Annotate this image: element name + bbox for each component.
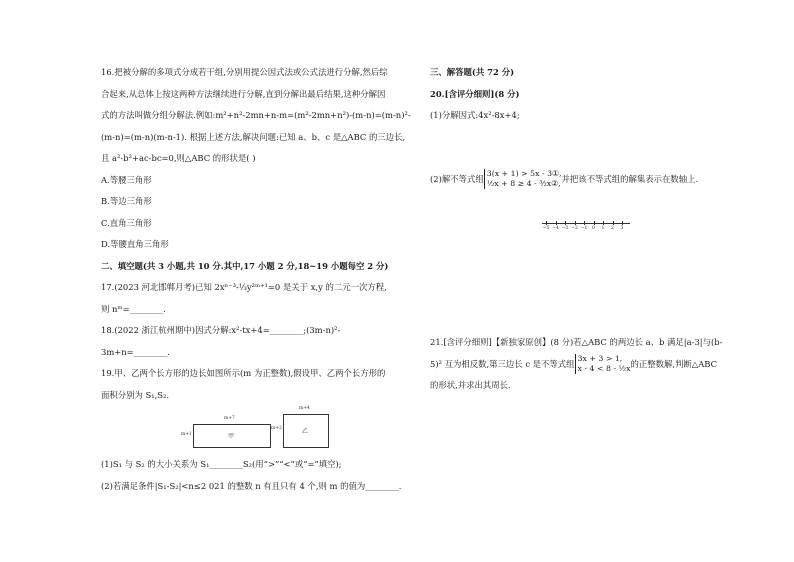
rect-yi-name: 乙 — [302, 428, 309, 435]
q20-inequality-system — [484, 169, 562, 189]
q18-line1: 18.(2022 浙江杭州期中)因式分解:x²-tx+4=________;(3m-n)²- — [101, 325, 341, 335]
q17-line2: 则 nᵐ=________. — [101, 303, 166, 314]
q20-part1: (1)分解因式:4x²-8x+4; — [430, 110, 520, 120]
q18-line2: 3m+n=________. — [101, 346, 170, 357]
q21-inequality-system — [575, 354, 631, 374]
rect-jia-top-label: m+7 — [224, 416, 235, 421]
q17-line1: 17.(2023 河北邯郸月考)已知 2xⁿ⁻³-⅓y²ᵐ⁺¹=0 是关于 x,y 的二元一次方程, — [101, 282, 387, 292]
number-line-tick — [565, 221, 566, 225]
number-line-tick — [603, 221, 604, 225]
q19-part1: (1)S₁ 与 S₂ 的大小关系为 S₁________S₂(用“>”“<”或“=”填空); — [101, 459, 342, 469]
q20-part2-suffix: 并把该不等式组的解集表示在数轴上. — [561, 173, 699, 184]
q16-option-c: C.直角三角形 — [101, 217, 152, 228]
number-line-tick — [575, 221, 576, 225]
number-line-tick — [622, 221, 623, 225]
section-3-heading: 三、解答题(共 72 分) — [430, 67, 515, 77]
number-line-tick-label: 3 — [620, 226, 624, 231]
number-line-tick-label: −5 — [542, 226, 550, 231]
q19-line2: 面积分别为 S₁,S₂. — [101, 389, 170, 400]
number-line-tick — [546, 221, 547, 225]
section-2-heading: 二、填空题(共 3 小题,共 10 分.其中,17 小题 2 分,18~19 小题每空 2 分) — [101, 260, 389, 271]
q16-line4: (m-n)=(m-n)(m-n-1). 根据上述方法,解决问题:已知 a、b、c 是△ABC 的三边长, — [101, 131, 406, 142]
q19-line1: 19.甲、乙两个长方形的边长如图所示(m 为正整数),假设甲、乙两个长方形的 — [101, 368, 386, 378]
q20-part2-prefix: (2)解不等式组 — [430, 173, 484, 184]
rect-yi-side-label: m+2 — [271, 426, 282, 431]
rect-jia-side-label: m+1 — [181, 432, 192, 437]
number-line-tick-label: −4 — [552, 226, 559, 231]
q20-head: 20.[含评分细则](8 分) — [430, 88, 520, 99]
q19-figure — [101, 406, 421, 454]
number-line-tick-label: −2 — [571, 226, 578, 231]
q16-option-a: A.等腰三角形 — [101, 174, 152, 185]
q21-sys-line1: 3x + 3 > 1, — [577, 354, 623, 363]
q20-part2 — [430, 169, 760, 191]
q19-part2: (2)若满足条件|S₁-S₂|<n≤2 021 的整数 n 有且只有 4 个,则 m 的值为________. — [101, 480, 402, 491]
q20-sys-line1: 3(x + 1) > 5x - 3①, — [486, 169, 562, 178]
number-line-tick-label: 0 — [592, 226, 595, 231]
q16-line3: 式的方法叫做分组分解法.例如:m²+n²-2mn+n-m=(m²-2mn+n²)-(m-n)=(m-n)²- — [101, 110, 411, 120]
q21-line2 — [430, 354, 760, 376]
number-line-tick — [556, 221, 557, 225]
rect-jia-name: 甲 — [228, 433, 235, 440]
rect-yi-top-label: m+4 — [299, 406, 310, 411]
q21-line3: 的形状,并求出其周长. — [430, 380, 511, 390]
q16-line2: 合起来,从总体上按这两种方法继续进行分解,直到分解出最后结果,这种分解因 — [101, 88, 386, 99]
q21-sys-line2: x - 4 < 8 - ½x — [577, 364, 631, 373]
q16-line5: 且 a²-b²+ac-bc=0,则△ABC 的形状是( ) — [101, 153, 256, 163]
number-line-tick — [584, 221, 585, 225]
q16-option-b: B.等边三角形 — [101, 196, 152, 206]
q21-line2-suffix: 的正整数解,判断△ABC — [630, 358, 717, 369]
number-line-tick-label: −1 — [580, 226, 588, 231]
number-line — [542, 220, 630, 234]
number-line-tick-label: 1 — [601, 226, 605, 231]
number-line-tick-label: 2 — [611, 226, 614, 231]
q16-line1: 16.把被分解的多项式分成若干组,分别用提公因式法或公式法进行分解,然后综 — [101, 67, 388, 77]
q21-line1: 21.[含评分细则]【新独家原创】(8 分)若△ABC 的两边长 a、b 满足|a-3|与(b- — [430, 337, 723, 347]
number-line-tick — [594, 221, 595, 225]
q16-option-d: D.等腰直角三角形 — [101, 239, 169, 249]
number-line-tick-label: −3 — [561, 226, 569, 231]
number-line-tick — [613, 221, 614, 225]
right-column — [430, 62, 760, 397]
q21-line2-prefix: 5)² 互为相反数,第三边长 c 是不等式组 — [430, 358, 575, 369]
q20-sys-line2: ½x + 8 ≥ 4 - ³⁄₂x②, — [486, 179, 561, 188]
left-column — [101, 62, 421, 497]
